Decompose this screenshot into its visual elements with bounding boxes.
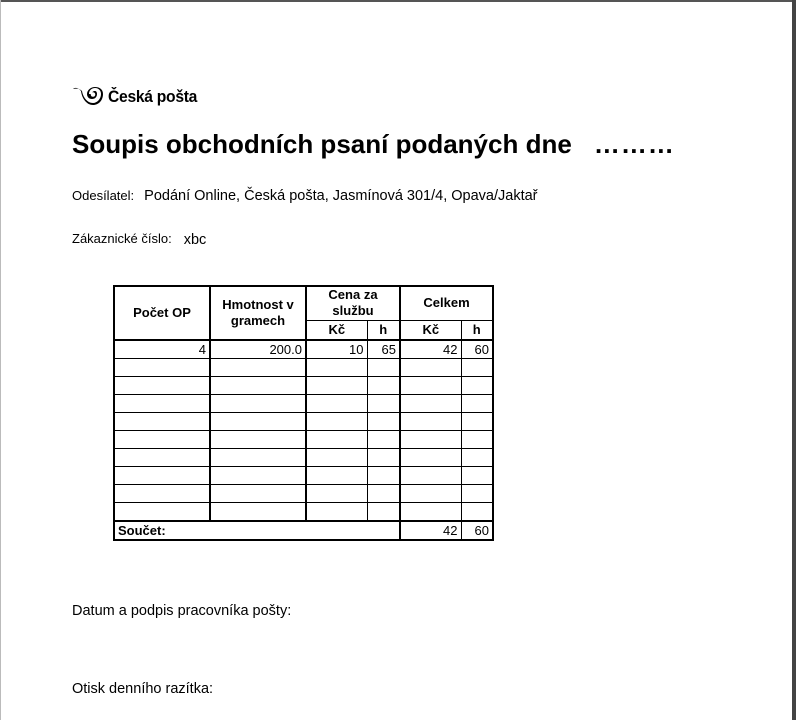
cell-weight bbox=[210, 377, 306, 395]
cell-price-h bbox=[367, 359, 400, 377]
cell-weight bbox=[210, 395, 306, 413]
page-title bbox=[72, 129, 675, 160]
customer-number-value: xbc bbox=[183, 232, 207, 248]
cell-price-kc: 10 bbox=[306, 340, 367, 359]
cell-count bbox=[114, 449, 210, 467]
cell-price-kc bbox=[306, 395, 367, 413]
cell-price-kc bbox=[306, 485, 367, 503]
cell-total-h: 60 bbox=[461, 340, 493, 359]
cell-count: 4 bbox=[114, 340, 210, 359]
cell-price-kc bbox=[306, 431, 367, 449]
cell-weight bbox=[210, 467, 306, 485]
cell-total-h bbox=[461, 485, 493, 503]
cell-total-h bbox=[461, 359, 493, 377]
cell-weight bbox=[210, 431, 306, 449]
table-row bbox=[114, 449, 493, 467]
header-price: Cena za službu bbox=[306, 286, 400, 320]
cell-weight bbox=[210, 485, 306, 503]
brand-name: Česká pošta bbox=[108, 87, 198, 106]
table-row bbox=[114, 340, 493, 359]
cell-count bbox=[114, 431, 210, 449]
cell-count bbox=[114, 467, 210, 485]
cell-weight bbox=[210, 449, 306, 467]
sender-label: Odesílatel: bbox=[72, 188, 135, 203]
cell-price-kc bbox=[306, 467, 367, 485]
cell-weight bbox=[210, 359, 306, 377]
title-date-placeholder: ……… bbox=[593, 129, 675, 159]
cell-weight bbox=[210, 503, 306, 522]
cell-price-h bbox=[367, 395, 400, 413]
header-weight: Hmotnost v gramech bbox=[210, 286, 306, 340]
cell-total-h bbox=[461, 377, 493, 395]
cell-total-h bbox=[461, 413, 493, 431]
posthorn-logo-icon bbox=[72, 86, 104, 108]
items-table bbox=[113, 285, 494, 541]
viewer-left-border bbox=[0, 0, 1, 720]
table-row bbox=[114, 467, 493, 485]
cell-total-kc bbox=[400, 467, 461, 485]
cell-total-kc: 42 bbox=[400, 340, 461, 359]
cell-weight: 200.0 bbox=[210, 340, 306, 359]
customer-number-row bbox=[72, 231, 206, 247]
viewer-scrollbar[interactable] bbox=[792, 0, 796, 720]
sum-h: 60 bbox=[461, 521, 493, 540]
cell-price-h bbox=[367, 449, 400, 467]
table-row bbox=[114, 395, 493, 413]
title-text: Soupis obchodních psaní podaných dne bbox=[72, 129, 572, 159]
cell-price-kc bbox=[306, 449, 367, 467]
header-count: Počet OP bbox=[114, 286, 210, 340]
cell-count bbox=[114, 413, 210, 431]
table-row bbox=[114, 413, 493, 431]
cell-count bbox=[114, 485, 210, 503]
cell-total-h bbox=[461, 431, 493, 449]
table-row bbox=[114, 359, 493, 377]
sender-row bbox=[72, 187, 538, 204]
cell-price-h bbox=[367, 431, 400, 449]
cell-total-kc bbox=[400, 431, 461, 449]
cell-count bbox=[114, 359, 210, 377]
cell-price-kc bbox=[306, 377, 367, 395]
header-total-kc: Kč bbox=[400, 320, 461, 340]
table-row bbox=[114, 431, 493, 449]
sender-value: Podání Online, Česká pošta, Jasmínová 301/4, Opava/Jaktař bbox=[144, 188, 538, 204]
header-price-kc: Kč bbox=[306, 320, 367, 340]
cell-count bbox=[114, 395, 210, 413]
cell-price-h bbox=[367, 503, 400, 522]
customer-number-label: Zákaznické číslo: bbox=[72, 231, 172, 246]
cell-price-kc bbox=[306, 503, 367, 522]
cell-total-h bbox=[461, 449, 493, 467]
cell-price-h bbox=[367, 413, 400, 431]
sum-kc: 42 bbox=[400, 521, 461, 540]
brand-logo bbox=[72, 85, 205, 109]
cell-count bbox=[114, 503, 210, 522]
cell-price-h bbox=[367, 377, 400, 395]
table-row bbox=[114, 377, 493, 395]
header-total: Celkem bbox=[400, 286, 493, 320]
cell-weight bbox=[210, 413, 306, 431]
cell-total-kc bbox=[400, 503, 461, 522]
table-row bbox=[114, 485, 493, 503]
stamp-label: Otisk denního razítka: bbox=[72, 681, 214, 697]
cell-total-kc bbox=[400, 395, 461, 413]
cell-count bbox=[114, 377, 210, 395]
cell-price-kc bbox=[306, 413, 367, 431]
cell-total-h bbox=[461, 467, 493, 485]
cell-total-kc bbox=[400, 413, 461, 431]
sum-label: Součet: bbox=[114, 521, 400, 540]
cell-price-kc bbox=[306, 359, 367, 377]
cell-total-kc bbox=[400, 485, 461, 503]
cell-price-h bbox=[367, 485, 400, 503]
viewer-top-border bbox=[0, 0, 796, 2]
cell-total-kc bbox=[400, 377, 461, 395]
signature-label: Datum a podpis pracovníka pošty: bbox=[72, 603, 292, 619]
cell-price-h: 65 bbox=[367, 340, 400, 359]
cell-total-kc bbox=[400, 449, 461, 467]
items-table-body bbox=[114, 340, 493, 521]
header-total-h: h bbox=[461, 320, 493, 340]
header-price-h: h bbox=[367, 320, 400, 340]
cell-total-h bbox=[461, 395, 493, 413]
table-row bbox=[114, 503, 493, 522]
cell-price-h bbox=[367, 467, 400, 485]
cell-total-h bbox=[461, 503, 493, 522]
cell-total-kc bbox=[400, 359, 461, 377]
